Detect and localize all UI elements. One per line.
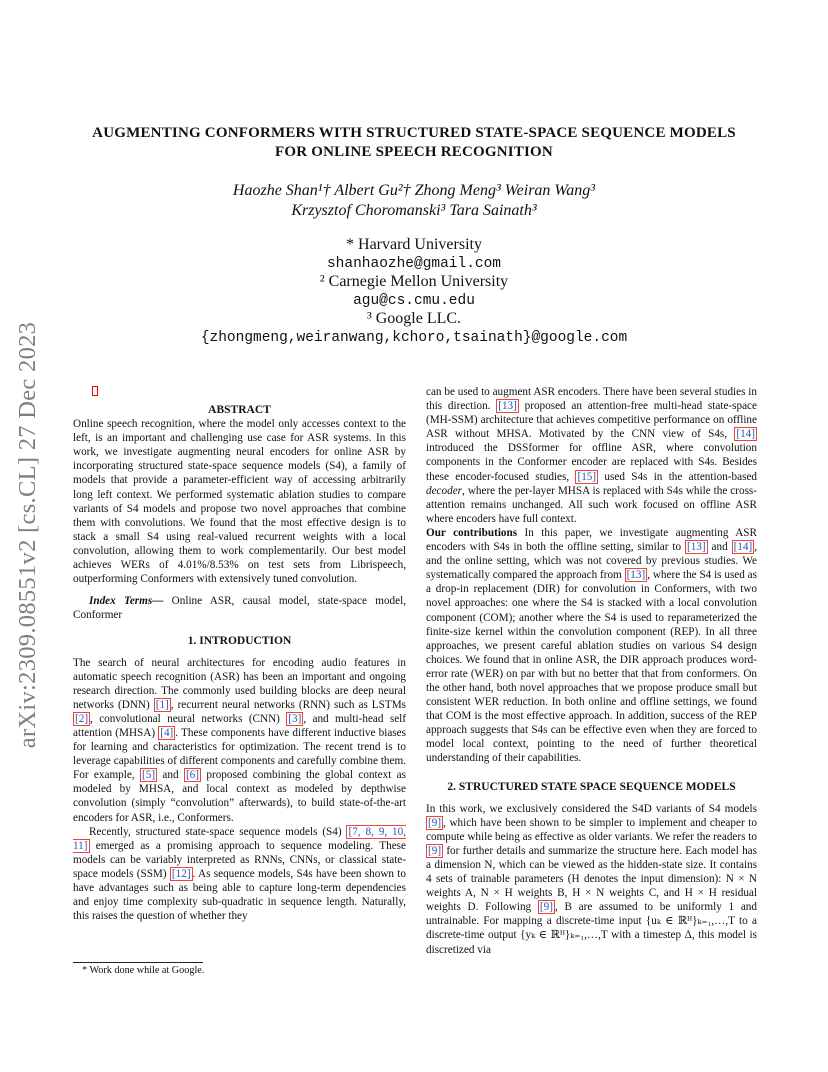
affiliation-cmu: ² Carnegie Mellon University — [319, 273, 509, 290]
footnote: * Work done while at Google. — [82, 965, 205, 976]
contributions-label: Our contributions — [426, 526, 518, 539]
citation-link[interactable]: [1] — [155, 698, 169, 711]
citation-link[interactable]: [6] — [185, 769, 199, 782]
email-shan[interactable]: shanhaozhe@gmail.com — [326, 255, 502, 272]
citation-link[interactable]: [13] — [686, 541, 706, 554]
authors-line-2: Krzysztof Choromanski³ Tara Sainath³ — [291, 202, 537, 219]
citation-link[interactable]: [5] — [142, 769, 156, 782]
email-gu[interactable]: agu@cs.cmu.edu — [353, 292, 475, 309]
affiliations — [40, 236, 788, 347]
annotation-marker — [92, 386, 98, 396]
intro-heading: 1. INTRODUCTION — [187, 635, 292, 648]
index-terms — [73, 594, 406, 622]
paper-title — [40, 124, 788, 162]
citation-link[interactable]: [13] — [626, 569, 646, 582]
affiliation-harvard: * Harvard University — [346, 236, 482, 253]
citation-link[interactable]: [13] — [498, 400, 517, 413]
citation-link[interactable]: [9] — [428, 844, 442, 857]
section-2-heading: 2. STRUCTURED STATE SPACE SEQUENCE MODELS — [447, 780, 736, 793]
abstract-heading: ABSTRACT — [208, 404, 271, 416]
citation-link[interactable]: [15] — [577, 470, 597, 483]
authors-line-1: Haozhe Shan¹† Albert Gu²† Zhong Meng³ Weiran Wang³ — [232, 182, 596, 199]
title-line-1: AUGMENTING CONFORMERS WITH STRUCTURED STATE-SPACE SEQUENCE MODELS — [92, 125, 736, 141]
right-paragraph-1: can be used to augment ASR encoders. There have been several studies in this direction. [13] proposed an attention-free multi-head state-space (MH-SSM) architecture that achieves competitive performance on offline ASR without MHSA. Motivated by the CNN view of S4s, [14] introduced the DSSformer for offline ASR, where convolution components in the Conformer encoder are replaced with S4s. Besides these encoder-focused studies, [15] used S4s in the attention-based decoder, where the per-layer MHSA is replaced with S4s while the cross-attention remains unchanged. All such work focused on offline ASR where encoders have full context. — [426, 386, 758, 525]
arxiv-sidebar-stamp — [8, 300, 48, 770]
citation-link[interactable]: [4] — [160, 726, 174, 739]
citation-link[interactable]: [9] — [539, 901, 553, 914]
citation-link[interactable]: [3] — [288, 712, 302, 725]
citation-link[interactable]: [14] — [733, 541, 753, 554]
index-terms-label: Index Terms— — [89, 595, 164, 608]
intro-paragraph-2: Recently, structured state-space sequence models (S4) [7, 8, 9, 10, 11] emerged as a promising approach to sequence modeling. These models can be variably interpreted as RNNs, CNNs, or classical state-space models (SSM) [12] . As sequence models, S4s have been shown to have advantages such as being able to capture long-term dependencies and enjoy time complexity sub-quadratic in sequence length. Naturally, this raises the question of whether they — [73, 825, 406, 923]
author-list — [40, 181, 788, 221]
citation-link[interactable]: [12] — [171, 867, 191, 880]
citation-link[interactable]: [7, 8, 9, 10, 11] — [73, 825, 406, 852]
s4-paragraph: In this work, we exclusively considered the S4D variants of S4 models [9] , which have been shown to be simpler to implement and cheaper to compute while being as effective as older variants. We refer the readers to [9] for further details and summarize the structure here. Each model has a dimension N, which can be viewed as the hidden-state size. It contains 4 sets of trainable parameters (H denotes the input dimension): N × N weights A, N × H weights B, H × N weights C, and H × H residual weights D. Following [9] , B are assumed to be uniformly 1 and untrainable. For mapping a discrete-time input {uₖ ∈ ℝᴴ}ₖ₌₁,…,T to a discrete-time output {yₖ ∈ ℝᴴ}ₖ₌₁,…,T with a timestep Δ, this model is discretized via — [426, 802, 757, 956]
title-line-2: FOR ONLINE SPEECH RECOGNITION — [275, 144, 553, 160]
citation-link[interactable]: [14] — [736, 428, 755, 441]
citation-link[interactable]: [9] — [428, 816, 442, 829]
abstract-text: Online speech recognition, where the model only accesses context to the left, is an important and challenging use case for ASR systems. In this work, we investigate augmenting neural encoders for online ASR by incorporating structured state-space sequence models (S4), a family of models that provide a parameter-efficient way of accessing arbitrarily long left context. We performed systematic ablation studies to compare variants of S4 models and propose two novel approaches that combine them with convolutions. We found that the most effective design is to stack a small S4 using real-valued recurrent weights with a local convolution, allowing them to work complementarily. Our best model achieves WERs of 4.01%/8.53% on test sets from Librispeech, outperforming Conformers with extensively tuned convolution. — [73, 418, 406, 586]
email-google[interactable]: {zhongmeng,weiranwang,kchoro,tsainath}@google.com — [200, 329, 628, 346]
right-column — [426, 385, 757, 957]
left-column — [73, 403, 406, 923]
affiliation-google: ³ Google LLC. — [366, 310, 462, 327]
footnote-rule — [73, 962, 203, 963]
contributions-paragraph: Our contributions In this paper, we investigate augmenting ASR encoders with S4s in both the offline setting, similar to [13] and [14] , and the online setting, which was not covered by previous studies. We systematically compared the approach from [13] , where the S4 is used as a drop-in replacement (DIR) for convolution in Conformers, with two novel approaches: one where the S4 is stacked with a local convolution component (COM); another where the S4 is used to reparameterized the finite-size kernel within the convolution component (REP). In all three approaches, we present careful ablation studies on various S4 design choices. We found that in online ASR, the DIR approach produces word-error rate (WER) on par with but no better that that from conformers. On the other hand, both novel approaches that we propose produce small but consistent WER reduction. In both online and offline settings, we found that COM is the most effective approach. In addition, success of the REP approach suggests that S4s can be effective even when they are forced to model local context, pointing to the need of further theoretical understanding of their capabilities. — [426, 526, 757, 765]
index-terms-text: Online ASR, causal model, state-space model, Conformer — [73, 595, 406, 622]
intro-paragraph-1: The search of neural architectures for encoding audio features in automatic speech recognition (ASR) has been an important and ongoing research direction. The commonly used building blocks are deep neural networks (DNN) [1] , recurrent neural networks (RNN) such as LSTMs [2] , convolutional neural networks (CNN) [3] , and multi-head self attention (MHSA) [4] . These components have different inductive biases for learning and characteristics for optimization. The recent trend is to leverage capabilities of different components and carefully combine them. For example, [5] and [6] proposed combining the global context as modeled by MHSA, and local context as modeled by depthwise convolution (simply “convolution” afterwards), to build state-of-the-art encoders for ASR, i.e., Conformers. — [73, 656, 407, 824]
citation-link[interactable]: [2] — [75, 712, 89, 725]
arxiv-id: arXiv:2309.08551v2 [cs.CL] 27 Dec 2023 — [14, 321, 41, 749]
